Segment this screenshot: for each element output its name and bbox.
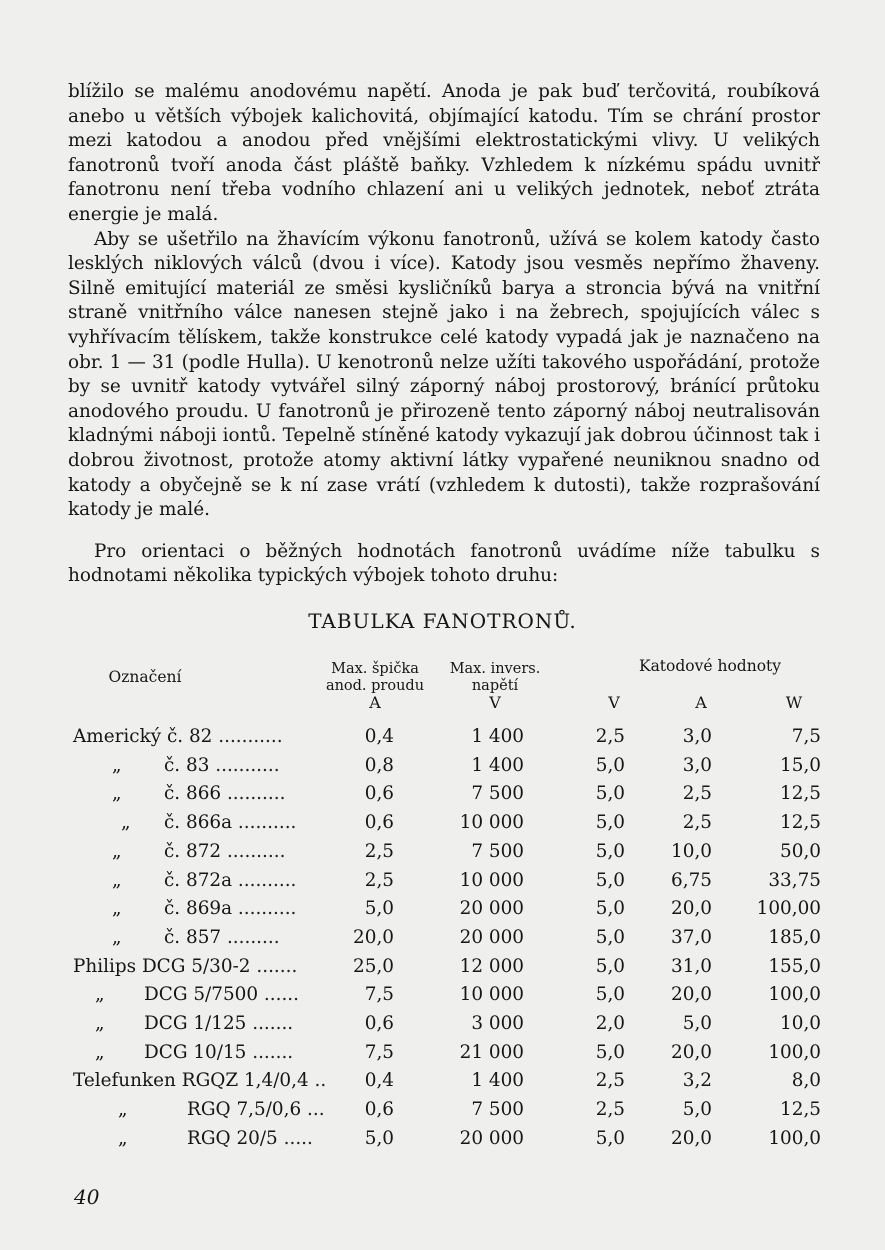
tube-type: č. 857: [164, 926, 222, 948]
leader-dots: ..........: [237, 812, 297, 834]
cathode-current: 3,0: [682, 754, 712, 776]
cathode-voltage: 5,0: [595, 984, 625, 1006]
header-name: Označení: [108, 668, 182, 686]
inverse-voltage: 1 400: [471, 1070, 524, 1092]
cathode-power: 12,5: [780, 812, 821, 834]
tube-type: RGQZ 1,4/0,4: [181, 1070, 309, 1092]
tube-type: RGQ 20/5: [187, 1127, 278, 1149]
cathode-current: 20,0: [671, 898, 712, 920]
inverse-voltage: 20 000: [459, 1127, 524, 1149]
table-row: [0, 841, 885, 869]
cathode-current: 3,2: [682, 1070, 712, 1092]
peak-current: 20,0: [353, 926, 394, 948]
cathode-power: 100,00: [756, 898, 821, 920]
tube-type: č. 872: [164, 840, 222, 862]
cathode-voltage: 2,0: [595, 1013, 625, 1034]
tube-type: DCG 10/15: [144, 1041, 247, 1063]
cathode-power: 100,0: [768, 1127, 821, 1149]
tube-label: [73, 1070, 326, 1091]
peak-current: 0,6: [364, 1099, 394, 1121]
table-row: [0, 1128, 885, 1156]
inverse-voltage: 20 000: [459, 898, 524, 920]
tube-type: č. 83: [164, 754, 210, 776]
peak-current: 0,6: [364, 783, 394, 805]
leader-dots: .......: [256, 955, 298, 977]
cathode-voltage: 5,0: [595, 812, 625, 834]
cathode-current: 10,0: [671, 840, 712, 862]
ditto-mark: „: [112, 840, 122, 862]
inverse-voltage: 1 400: [471, 726, 524, 747]
manufacturer: Philips: [73, 955, 137, 977]
tube-label: [187, 1099, 325, 1120]
peak-current: 0,8: [364, 754, 394, 776]
ditto-mark: „: [118, 1127, 128, 1149]
tube-label: [187, 1128, 313, 1149]
tube-type: DCG 5/7500: [144, 984, 259, 1006]
peak-current: 7,5: [364, 984, 394, 1006]
tube-label: [164, 755, 280, 776]
tube-type: č. 866: [164, 783, 222, 805]
table-row: [0, 812, 885, 840]
tube-type: č. 869a: [164, 898, 233, 920]
cathode-current: 37,0: [671, 926, 712, 948]
peak-current: 0,4: [364, 1070, 394, 1092]
ditto-mark: „: [112, 783, 122, 805]
cathode-current: 20,0: [671, 1127, 712, 1149]
peak-current: 5,0: [364, 1127, 394, 1149]
leader-dots: ..........: [226, 840, 286, 862]
header-cathode: Katodové hodnoty: [638, 657, 782, 675]
header-peak-line2: anod. proudu: [325, 678, 425, 694]
header-peak-unit: A: [369, 693, 381, 712]
peak-current: 0,4: [364, 726, 394, 747]
peak-current: 0,6: [364, 1013, 394, 1034]
tube-label: [164, 812, 296, 833]
ditto-mark: „: [95, 1013, 105, 1034]
tube-label: [144, 984, 299, 1005]
cathode-power: 185,0: [768, 926, 821, 948]
paragraph-2: Aby se ušetřilo na žhavícím výkonu fanotronů, užívá se kolem katody často lesklých niklových válců (dvou i více). Katody jsou vesměs nepřímo žhaveny. Silně emitující materiál ze směsi kysličníků barya a stroncia bývá na vnitřní straně vnitřního válce nanesen stejně jako i na žebrech, spojujících válec s vyhřívacím tělískem, takže konstrukce celé katody vypadá jak je naznačeno na obr. 1 — 31 (podle Hulla). U kenotronů nelze užíti takového uspořádání, protože by se uvnitř katody vytvářel silný záporný náboj prostorový, bránící průtoku anodového proudu. U fanotronů je přirozeně tento záporný náboj neutralisován kladnými náboji iontů. Tepelně stíněné katody vykazují jak dobrou účinnost tak i dobrou životnost, protože atomy aktivní látky vypařené neuniknou snadno od katody a obyčejně se k ní zase vrátí (vzhledem k dutosti), takže rozprašování katody je malé.: [68, 228, 820, 521]
header-cathode-w: W: [785, 693, 803, 712]
cathode-voltage: 2,5: [595, 1070, 625, 1092]
cathode-current: 31,0: [671, 955, 712, 977]
cathode-current: 20,0: [671, 984, 712, 1006]
tube-label: [144, 1013, 293, 1034]
cathode-current: 6,75: [671, 869, 712, 891]
header-peak-line1: Max. špička: [331, 661, 419, 677]
peak-current: 7,5: [364, 1041, 394, 1063]
leader-dots: ...........: [218, 726, 283, 747]
header-cathode-v: V: [608, 693, 620, 712]
table-row: [0, 726, 885, 754]
inverse-voltage: 1 400: [471, 754, 524, 776]
cathode-voltage: 5,0: [595, 926, 625, 948]
peak-current: 5,0: [364, 898, 394, 920]
peak-current: 2,5: [364, 869, 394, 891]
leader-dots: .......: [252, 1041, 294, 1063]
cathode-voltage: 5,0: [595, 1127, 625, 1149]
leader-dots: ..........: [226, 783, 286, 805]
table-title: TABULKA FANOTRONŮ.: [308, 609, 577, 633]
cathode-power: 15,0: [780, 754, 821, 776]
table-row: [0, 927, 885, 955]
leader-dots: ......: [263, 984, 299, 1006]
cathode-voltage: 5,0: [595, 869, 625, 891]
cathode-power: 10,0: [780, 1013, 821, 1034]
inverse-voltage: 10 000: [459, 812, 524, 834]
ditto-mark: „: [112, 869, 122, 891]
header-inv-line2: napětí: [471, 678, 519, 694]
inverse-voltage: 20 000: [459, 926, 524, 948]
ditto-mark: „: [112, 898, 122, 920]
tube-label: [144, 1042, 293, 1063]
tube-type: RGQ 7,5/0,6: [187, 1099, 302, 1121]
cathode-voltage: 2,5: [595, 1099, 625, 1121]
cathode-voltage: 5,0: [595, 840, 625, 862]
inverse-voltage: 12 000: [459, 955, 524, 977]
tube-label: [73, 726, 283, 747]
table-row: [0, 898, 885, 926]
inverse-voltage: 3 000: [471, 1013, 524, 1034]
cathode-power: 12,5: [780, 783, 821, 805]
manufacturer: Telefunken: [73, 1070, 176, 1092]
ditto-mark: „: [112, 926, 122, 948]
table-row: [0, 956, 885, 984]
leader-dots: ...........: [215, 754, 280, 776]
table-row: [0, 984, 885, 1012]
leader-dots: ..........: [237, 898, 297, 920]
tube-label: [164, 870, 296, 891]
ditto-mark: „: [118, 1099, 128, 1121]
peak-current: 2,5: [364, 840, 394, 862]
paragraph-1: blížilo se malému anodovému napětí. Anoda je pak buď terčovitá, roubíková anebo u větších výbojek kalichovitá, objímající katodu. Tím se chrání prostor mezi katodou a anodou před vnějšími elektrostatickými vlivy. U velikých fanotronů tvoří anoda část pláště baňky. Vzhledem k nízkému spádu uvnitř fanotronu není třeba vodního chlazení ani u velikých jednotek, neboť ztráta energie je malá.: [68, 81, 820, 225]
cathode-voltage: 5,0: [595, 1041, 625, 1063]
cathode-power: 100,0: [768, 1041, 821, 1063]
table-row: [0, 870, 885, 898]
tube-type: DCG 5/30-2: [141, 955, 251, 977]
table-row: [0, 1070, 885, 1098]
cathode-power: 7,5: [791, 726, 821, 747]
header-inv-unit: V: [489, 693, 501, 712]
ditto-mark: „: [95, 1041, 105, 1063]
leader-dots: .........: [226, 926, 280, 948]
body-text: [68, 80, 820, 589]
table-row: [0, 1013, 885, 1041]
inverse-voltage: 7 500: [471, 783, 524, 805]
tube-type: DCG 1/125: [144, 1013, 247, 1034]
table-row: [0, 1042, 885, 1070]
tube-label: [164, 783, 285, 804]
inverse-voltage: 7 500: [471, 1099, 524, 1121]
tube-label: [164, 927, 280, 948]
page-number: 40: [74, 1185, 100, 1209]
cathode-voltage: 5,0: [595, 783, 625, 805]
tube-type: č. 82: [166, 726, 213, 747]
cathode-power: 12,5: [780, 1099, 821, 1121]
ditto-mark: „: [121, 812, 131, 834]
paragraph-3: Pro orientaci o běžných hodnotách fanotronů uvádíme níže tabulku s hodnotami několika typických výbojek tohoto druhu:: [68, 540, 820, 587]
tube-type: č. 872a: [164, 869, 233, 891]
leader-dots: .......: [252, 1013, 294, 1034]
cathode-power: 50,0: [780, 840, 821, 862]
leader-dots: ...: [307, 1099, 325, 1121]
ditto-mark: „: [95, 984, 105, 1006]
cathode-voltage: 5,0: [595, 898, 625, 920]
tube-label: [164, 898, 296, 919]
tube-label: [73, 956, 297, 977]
peak-current: 0,6: [364, 812, 394, 834]
leader-dots: ..: [314, 1070, 327, 1092]
leader-dots: .....: [283, 1127, 313, 1149]
cathode-power: 155,0: [768, 955, 821, 977]
table-row: [0, 1099, 885, 1127]
cathode-current: 5,0: [682, 1099, 712, 1121]
inverse-voltage: 10 000: [459, 869, 524, 891]
ditto-mark: „: [112, 754, 122, 776]
cathode-voltage: 5,0: [595, 955, 625, 977]
cathode-current: 3,0: [682, 726, 712, 747]
header-cathode-a: A: [695, 693, 707, 712]
cathode-power: 33,75: [768, 869, 821, 891]
cathode-power: 100,0: [768, 984, 821, 1006]
cathode-voltage: 2,5: [595, 726, 625, 747]
cathode-power: 8,0: [791, 1070, 821, 1092]
cathode-voltage: 5,0: [595, 754, 625, 776]
cathode-current: 20,0: [671, 1041, 712, 1063]
inverse-voltage: 10 000: [459, 984, 524, 1006]
leader-dots: ..........: [237, 869, 297, 891]
inverse-voltage: 7 500: [471, 840, 524, 862]
header-inv-line1: Max. invers.: [449, 661, 541, 677]
tube-label: [164, 841, 285, 862]
tube-type: č. 866a: [164, 812, 233, 834]
peak-current: 25,0: [353, 955, 394, 977]
cathode-current: 2,5: [682, 783, 712, 805]
table-row: [0, 783, 885, 811]
inverse-voltage: 21 000: [459, 1041, 524, 1063]
table-row: [0, 755, 885, 783]
cathode-current: 5,0: [682, 1013, 712, 1034]
cathode-current: 2,5: [682, 812, 712, 834]
manufacturer: Americký: [73, 726, 162, 747]
